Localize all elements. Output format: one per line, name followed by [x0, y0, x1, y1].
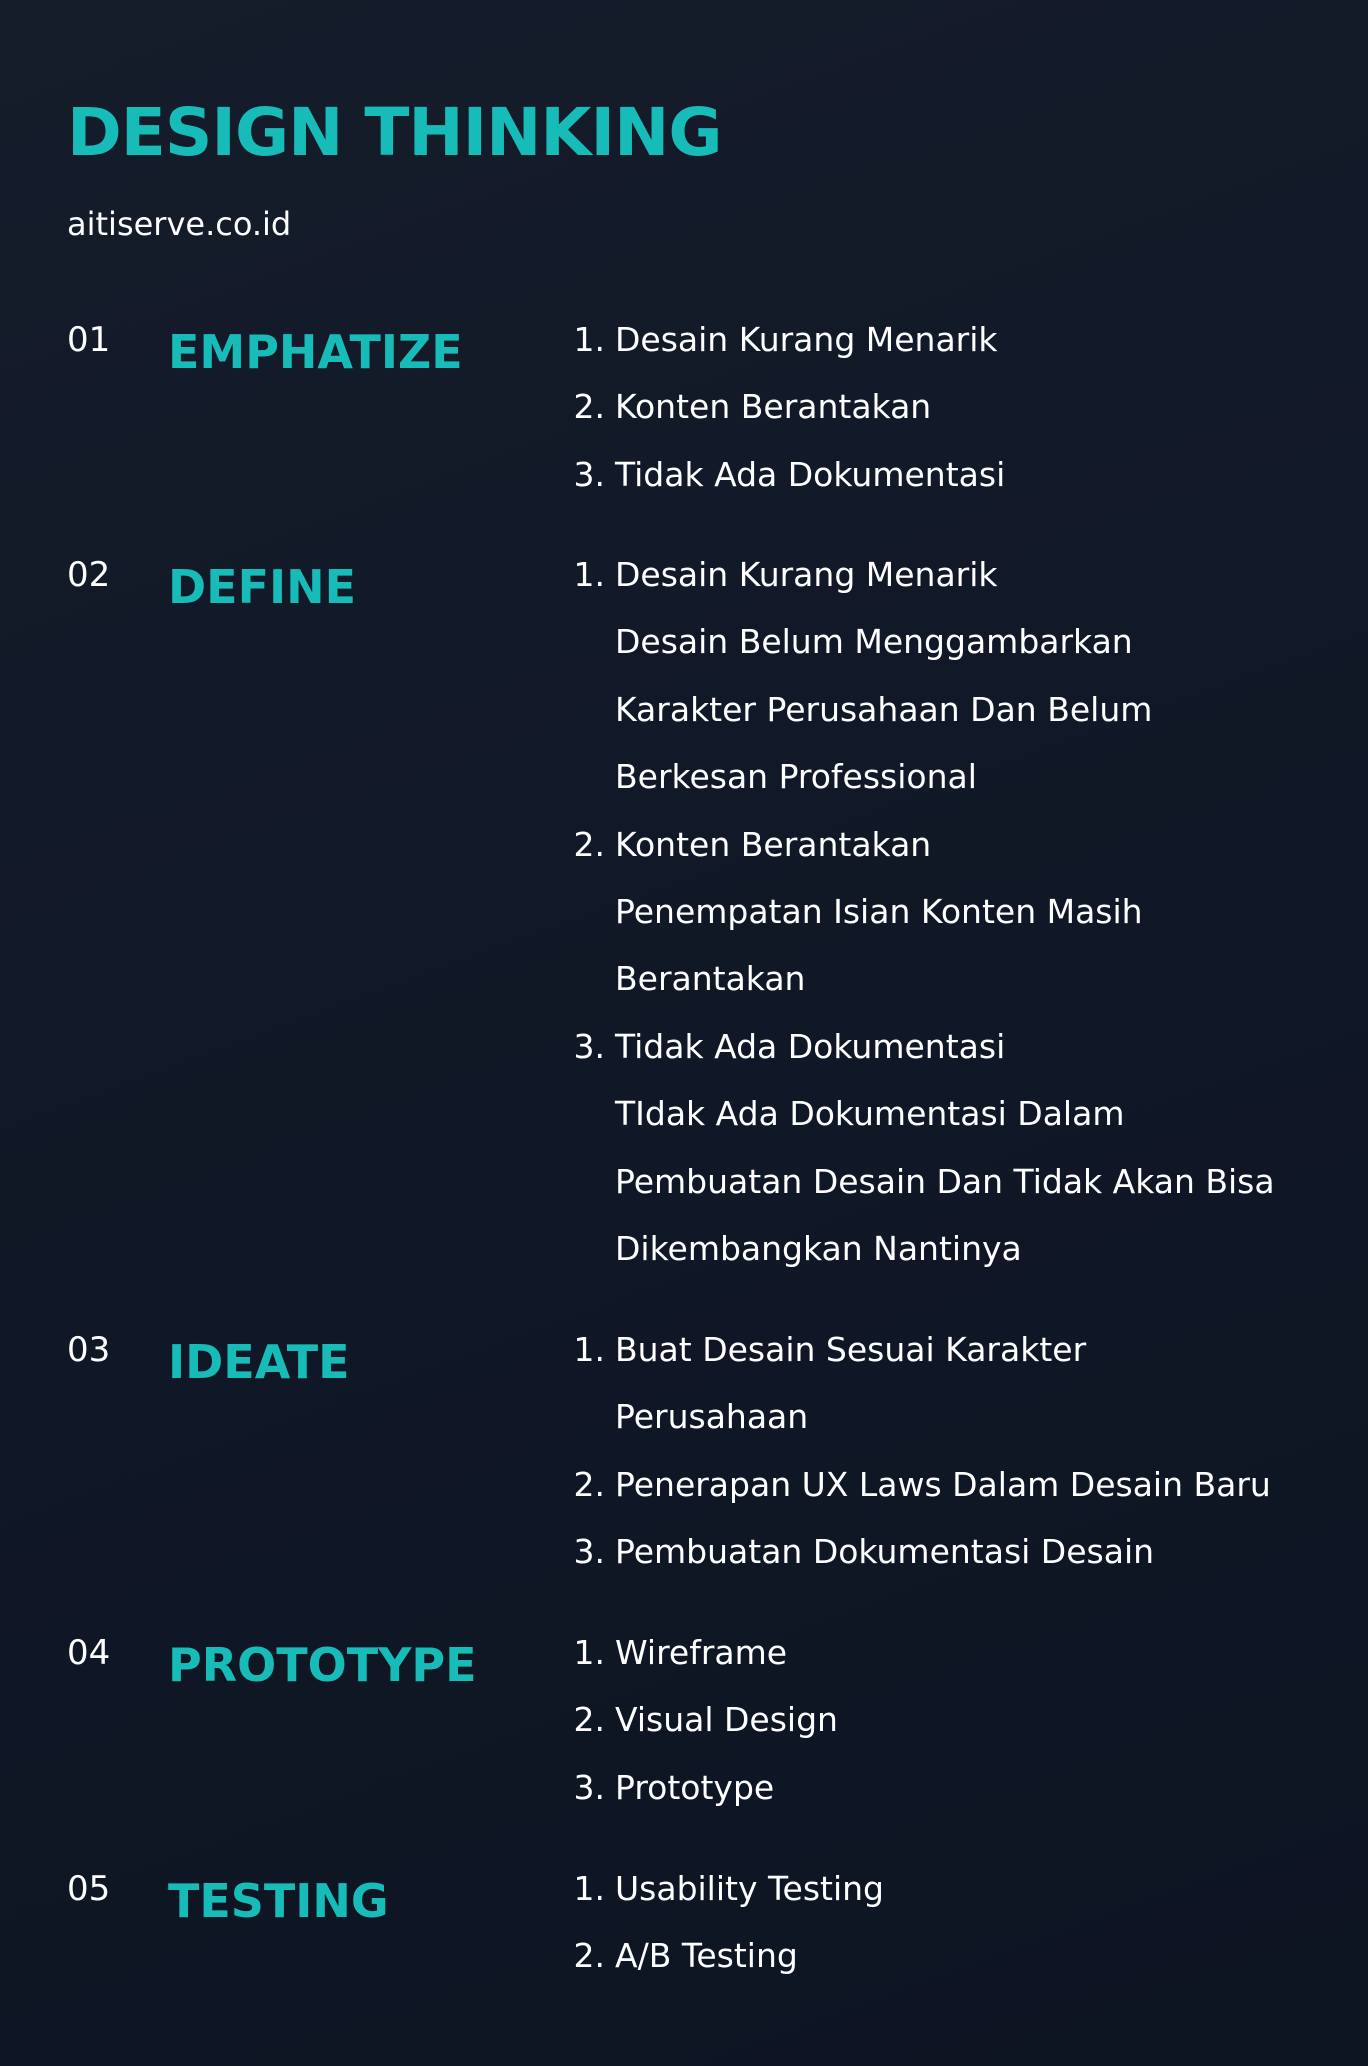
list-item-text: Berantakan: [615, 959, 806, 999]
list-item-text: Visual Design: [615, 1700, 838, 1740]
list-marker: 1.: [573, 320, 605, 359]
list-marker: 2.: [573, 387, 605, 427]
list-marker: 1.: [573, 1633, 605, 1672]
list-item-text: Desain Kurang Menarik: [615, 320, 998, 359]
list-item-text: Usability Testing: [615, 1869, 884, 1908]
section-heading: IDEATE: [168, 1335, 350, 1389]
list-item-text: Konten Berantakan: [615, 824, 932, 864]
list-marker: 1.: [573, 1869, 605, 1908]
section-number: 02: [67, 555, 111, 595]
section-heading: DEFINE: [168, 560, 357, 614]
list-item-text: Tidak Ada Dokumentasi: [615, 454, 1006, 494]
list-item-text: Buat Desain Sesuai Karakter: [615, 1330, 1087, 1369]
list-marker: 1.: [573, 1330, 605, 1369]
list-item-text: Wireframe: [615, 1633, 788, 1672]
list-item-text: Pembuatan Dokumentasi Desain: [615, 1532, 1155, 1572]
section-number: 04: [67, 1633, 111, 1673]
list-marker: 2.: [573, 1700, 605, 1740]
list-marker: 3.: [573, 454, 605, 494]
site-url: aitiserve.co.id: [67, 205, 292, 243]
list-marker: 2.: [573, 1464, 605, 1504]
section-heading: EMPHATIZE: [168, 325, 463, 379]
page-title: DESIGN THINKING: [67, 94, 722, 171]
list-item-text: A/B Testing: [615, 1936, 798, 1976]
list-item-text: Penerapan UX Laws Dalam Desain Baru: [615, 1464, 1271, 1504]
section-heading: PROTOTYPE: [168, 1638, 477, 1692]
list-marker: 2.: [573, 1936, 605, 1976]
list-item-text: Perusahaan: [615, 1397, 809, 1437]
list-item-text: Berkesan Professional: [615, 757, 977, 797]
list-marker: 2.: [573, 824, 605, 864]
section-heading: TESTING: [168, 1874, 389, 1928]
section-number: 05: [67, 1869, 111, 1909]
list-item-text: Konten Berantakan: [615, 387, 932, 427]
list-marker: 1.: [573, 555, 605, 594]
section-number: 03: [67, 1330, 111, 1370]
list-item-text: TIdak Ada Dokumentasi Dalam: [615, 1094, 1125, 1134]
list-item-text: Desain Belum Menggambarkan: [615, 622, 1133, 662]
list-item-text: Penempatan Isian Konten Masih: [615, 891, 1143, 931]
list-marker: 3.: [573, 1026, 605, 1066]
list-item-text: Tidak Ada Dokumentasi: [615, 1026, 1006, 1066]
list-item-text: Dikembangkan Nantinya: [615, 1228, 1022, 1268]
list-item-text: Desain Kurang Menarik: [615, 555, 998, 594]
list-item-text: Prototype: [615, 1767, 775, 1807]
list-marker: 3.: [573, 1532, 605, 1572]
list-item-text: Karakter Perusahaan Dan Belum: [615, 689, 1153, 729]
section-number: 01: [67, 320, 111, 360]
list-item-text: Pembuatan Desain Dan Tidak Akan Bisa: [615, 1161, 1275, 1201]
list-marker: 3.: [573, 1767, 605, 1807]
